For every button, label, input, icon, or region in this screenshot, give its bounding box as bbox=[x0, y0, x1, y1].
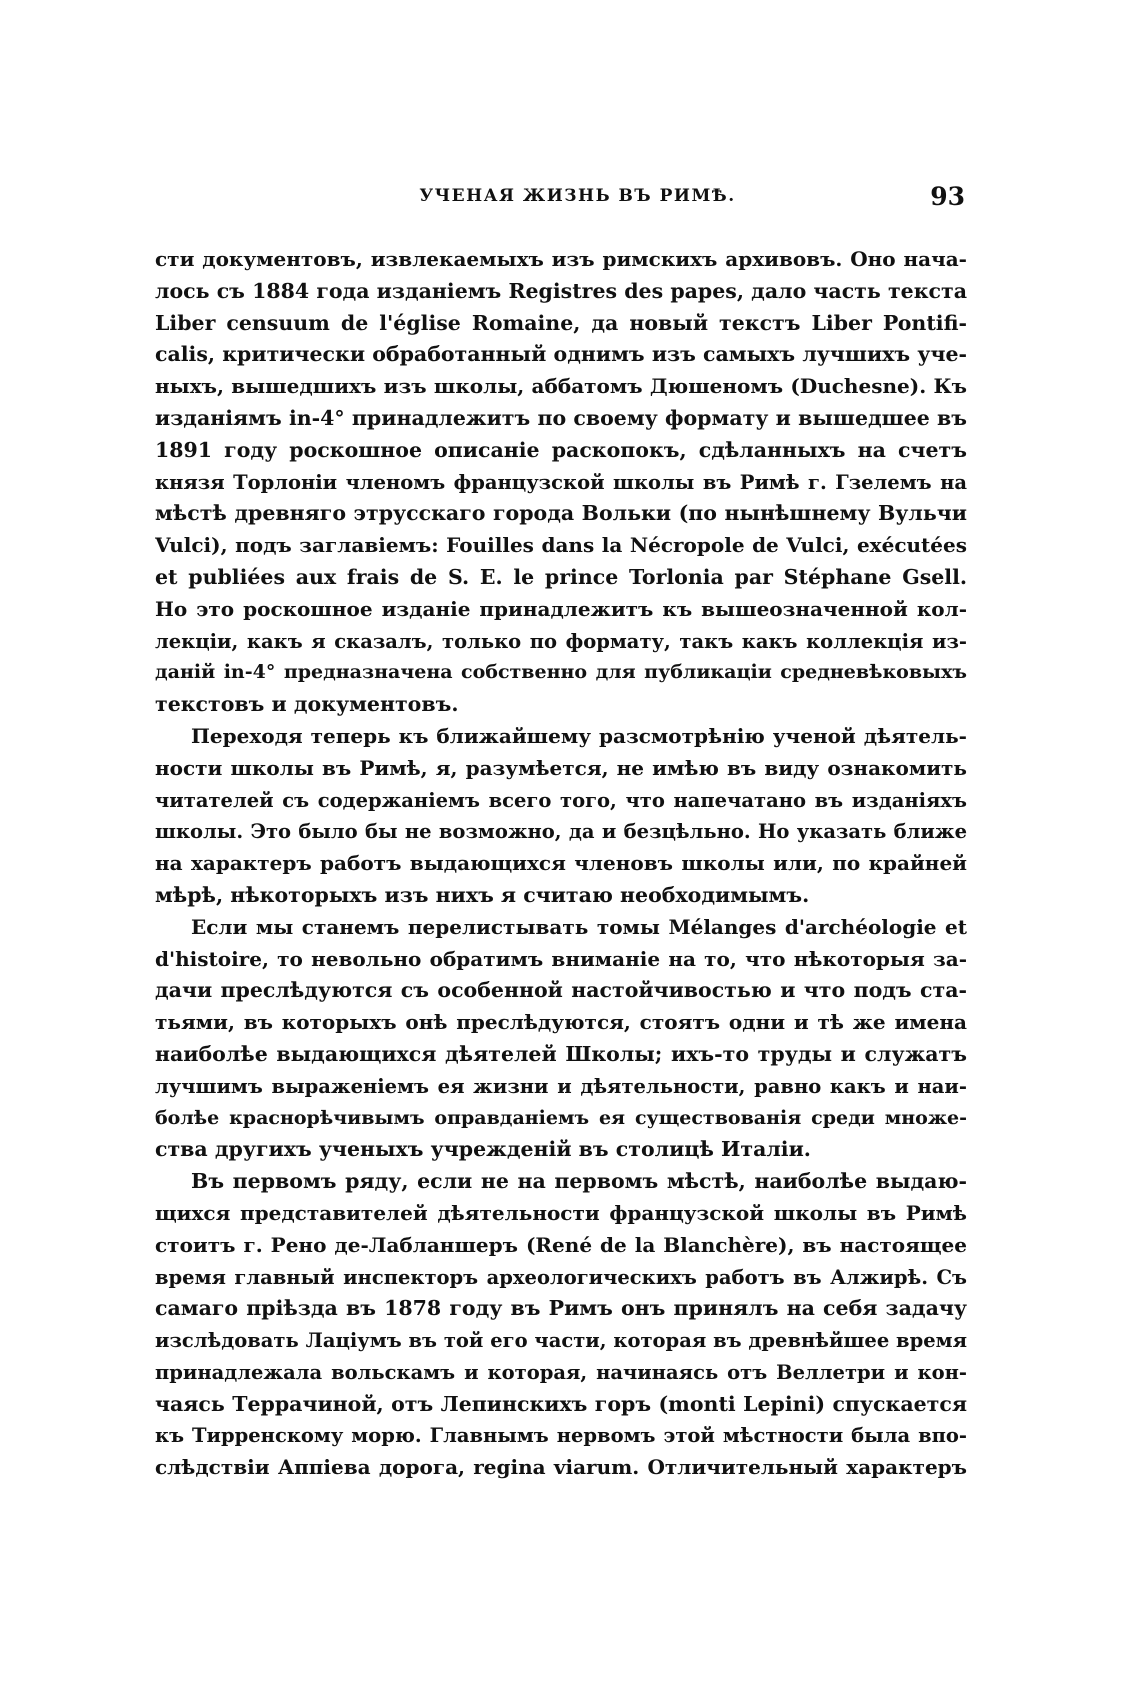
text-line: на характеръ работъ выдающихся членовъ школы или, по крайней bbox=[155, 851, 967, 876]
text-line: сти документовъ, извлекаемыхъ изъ римскихъ архивовъ. Оно нача- bbox=[155, 247, 967, 271]
text-line: ныхъ, вышедшихъ изъ школы, аббатомъ Дюшеномъ (Duchesne). Къ bbox=[155, 374, 967, 399]
text-line: лучшимъ выраженіемъ ея жизни и дѣятельности, равно какъ и наи- bbox=[155, 1074, 967, 1098]
text-line: 1891 году роскошное описаніе раскопокъ, сдѣланныхъ на счетъ bbox=[155, 437, 967, 462]
text-line: читателей съ содержаніемъ всего того, что напечатано въ изданіяхъ bbox=[155, 788, 967, 812]
text-line: лось съ 1884 года изданіемъ Registres des papes, дало часть текста bbox=[155, 278, 967, 303]
text-line: болѣе краснорѣчивымъ оправданіемъ ея существованія среди множе- bbox=[155, 1106, 967, 1129]
text-line: et publiées aux frais de S. E. le prince Torlonia par Stéphane Gsell. bbox=[155, 564, 967, 589]
text-line: Переходя теперь къ ближайшему разсмотрѣнію ученой дѣятель- bbox=[191, 723, 967, 748]
text-line: Въ первомъ ряду, если не на первомъ мѣстѣ, наиболѣе выдаю- bbox=[191, 1169, 967, 1194]
text-line: изданіямъ in-4° принадлежитъ по своему формату и вышедшее въ bbox=[155, 405, 967, 430]
text-line: Vulci), подъ заглавіемъ: Fouilles dans la Nécropole de Vulci, exécutées bbox=[155, 533, 967, 558]
body-text bbox=[155, 244, 967, 1484]
text-line: d'histoire, то невольно обратимъ вниманіе на то, что нѣкоторыя за- bbox=[155, 946, 967, 971]
text-line: самаго пріѣзда въ 1878 году въ Римъ онъ принялъ на себя задачу bbox=[155, 1296, 967, 1321]
text-line: Но это роскошное изданіе принадлежитъ къ вышеозначенной кол- bbox=[155, 596, 967, 621]
text-line: князя Торлоніи членомъ французской школы въ Римѣ г. Гзелемъ на bbox=[155, 470, 967, 494]
text-line: дачи преслѣдуются съ особенной настойчивостью и что подъ ста- bbox=[155, 978, 967, 1003]
text-line: слѣдствіи Аппіева дорога, regina viarum. Отличительный характеръ bbox=[155, 1455, 967, 1480]
text-line: щихся представителей дѣятельности французской школы въ Римѣ bbox=[155, 1200, 967, 1225]
text-line: къ Тирренскому морю. Главнымъ нервомъ этой мѣстности была впо- bbox=[155, 1424, 967, 1448]
text-line: Если мы станемъ перелистывать томы Mélanges d'archéologie et bbox=[191, 914, 967, 939]
text-line: мѣстѣ древняго этрусскаго города Вольки (по нынѣшнему Вульчи bbox=[155, 501, 967, 526]
text-line: Liber censuum de l'église Romaine, да новый текстъ Liber Pontifi- bbox=[155, 310, 967, 335]
text-line: лекціи, какъ я сказалъ, только по формату, такъ какъ коллекція из- bbox=[155, 629, 967, 653]
text-line: мѣрѣ, нѣкоторыхъ изъ нихъ я считаю необходимымъ. bbox=[155, 882, 810, 907]
text-line: чаясь Террачиной, отъ Лепинскихъ горъ (monti Lepini) спускается bbox=[155, 1391, 967, 1416]
text-line: принадлежала вольскамъ и которая, начинаясь отъ Веллетри и кон- bbox=[155, 1360, 967, 1384]
text-line: изслѣдовать Лаціумъ въ той его части, которая въ древнѣйшее время bbox=[155, 1329, 967, 1353]
text-line: calis, критически обработанный однимъ изъ самыхъ лучшихъ уче- bbox=[155, 342, 967, 367]
text-line: даній in-4° предназначена собственно для публикаціи средневѣковыхъ bbox=[155, 661, 967, 684]
text-line: ства другихъ ученыхъ учрежденій въ столицѣ Италіи. bbox=[155, 1137, 811, 1162]
text-line: стоитъ г. Рено де-Лабланшеръ (René de la Blanchère), въ настоящее bbox=[155, 1232, 967, 1257]
text-line: ности школы въ Римѣ, я, разумѣется, не имѣю въ виду ознакомить bbox=[155, 755, 967, 780]
text-line: школы. Это было бы не возможно, да и безцѣльно. Но указать ближе bbox=[155, 820, 967, 844]
running-title: УЧЕНАЯ ЖИЗНЬ ВЪ РИМѢ. bbox=[419, 186, 736, 206]
text-line: текстовъ и документовъ. bbox=[155, 692, 459, 717]
text-line: наиболѣе выдающихся дѣятелей Школы; ихъ-то труды и служатъ bbox=[155, 1041, 967, 1066]
text-line: время главный инспекторъ археологическихъ работъ въ Алжирѣ. Съ bbox=[155, 1265, 967, 1289]
page-number: 93 bbox=[930, 182, 965, 211]
running-header bbox=[190, 182, 965, 218]
text-line: тьями, въ которыхъ онѣ преслѣдуются, стоятъ одни и тѣ же имена bbox=[155, 1010, 967, 1035]
